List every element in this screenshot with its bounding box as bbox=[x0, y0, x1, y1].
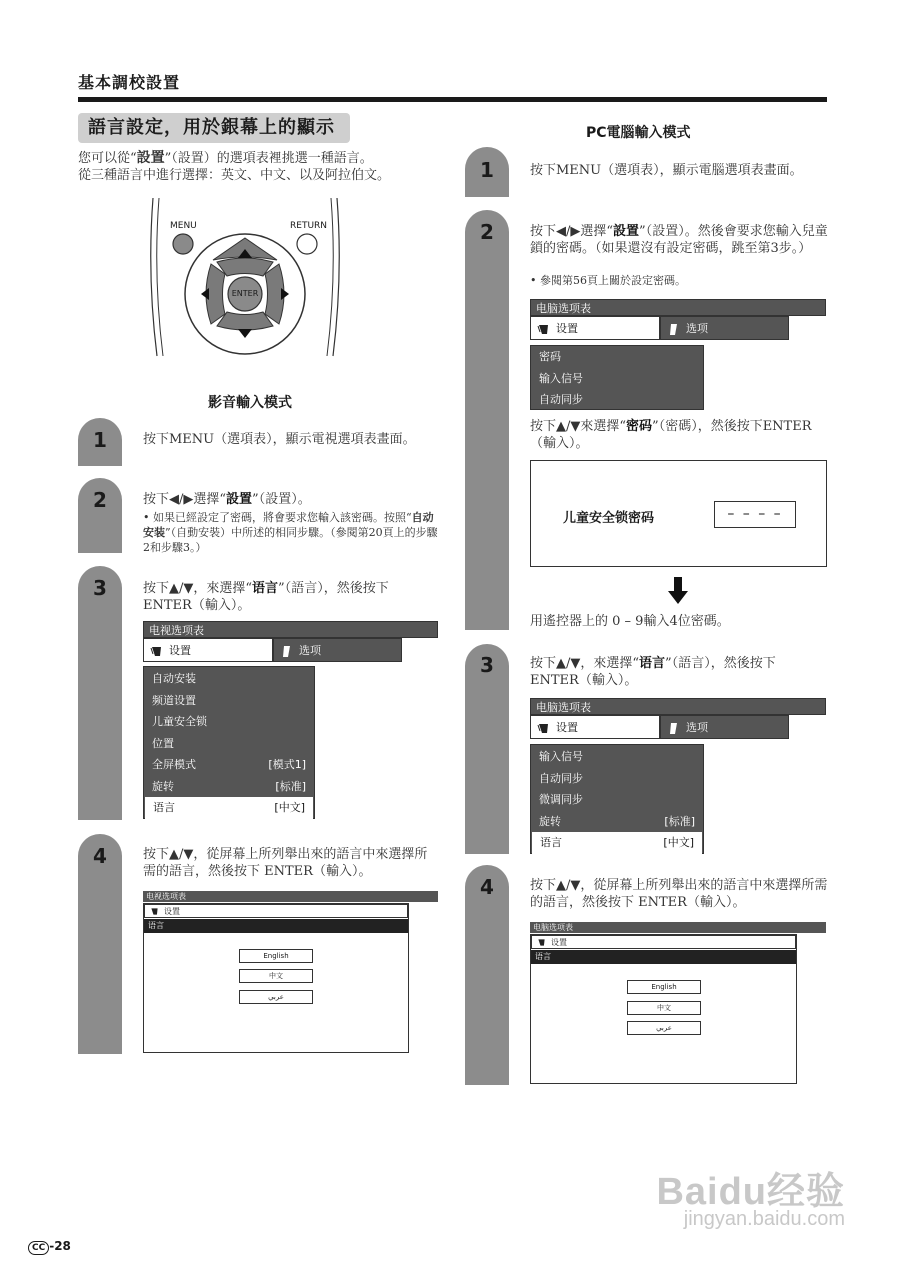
menu-item-value: [模式1] bbox=[268, 758, 306, 771]
menu-item-label: 旋转 bbox=[152, 779, 174, 793]
tab-options[interactable] bbox=[660, 715, 789, 739]
return-button-label: RETURN bbox=[290, 221, 328, 231]
tv-lang-screen bbox=[143, 903, 409, 1053]
menu-item[interactable] bbox=[531, 789, 703, 811]
menu-item[interactable] bbox=[144, 776, 314, 798]
menu-item-label: 旋转 bbox=[539, 814, 561, 828]
region-badge: CC bbox=[28, 1241, 49, 1255]
text-keyword: 自动安装 bbox=[143, 511, 434, 539]
text-part: ”（設置）。 bbox=[252, 492, 311, 507]
tab-label: 设置 bbox=[164, 907, 180, 916]
lang-option-english[interactable]: English bbox=[627, 980, 701, 994]
tv-menu-list bbox=[143, 666, 315, 819]
lang-option-chinese[interactable]: 中文 bbox=[239, 969, 313, 983]
text-part: 按下◀/▶選擇“ bbox=[530, 224, 614, 239]
tab-label: 设置 bbox=[556, 721, 578, 734]
settings-icon bbox=[537, 323, 550, 336]
step-number: 1 bbox=[480, 158, 494, 182]
options-icon bbox=[667, 323, 680, 336]
text-keyword: 設置 bbox=[226, 492, 253, 507]
menu-item-label: 自动同步 bbox=[539, 771, 583, 785]
tab-label: 选项 bbox=[686, 322, 708, 335]
menu-item-label: 输入信号 bbox=[539, 750, 583, 763]
pc-menu-list bbox=[530, 345, 704, 410]
menu-item-label: 频道设置 bbox=[152, 693, 196, 707]
tab-settings[interactable] bbox=[144, 904, 408, 918]
menu-item-value: [标准] bbox=[275, 779, 306, 793]
section-title: 語言設定，用於銀幕上的顯示 bbox=[78, 113, 350, 143]
menu-item[interactable] bbox=[144, 754, 314, 776]
menu-item-selected[interactable] bbox=[532, 832, 702, 854]
pc-menu-title: 电脑选项表 bbox=[530, 698, 826, 715]
intro-part: 您可以從“ bbox=[78, 151, 137, 166]
menu-item-label: 语言 bbox=[153, 801, 175, 814]
menu-button-label: MENU bbox=[170, 221, 197, 231]
menu-item-label: 输入信号 bbox=[539, 371, 583, 385]
pc-menu-title: 电脑选项表 bbox=[530, 299, 826, 316]
lang-bar: 语言 bbox=[531, 950, 796, 964]
menu-item-label: 位置 bbox=[152, 736, 174, 750]
menu-item[interactable] bbox=[144, 711, 314, 733]
text-part: • 如果已經設定了密碼，將會要求您輸入該密碼。按照“ bbox=[143, 511, 412, 524]
step-number: 3 bbox=[93, 576, 107, 600]
text-part: 按下▲/▼，來選擇“ bbox=[143, 581, 253, 596]
text-part: 按下◀/▶選擇“ bbox=[143, 492, 227, 507]
text-keyword: 语言 bbox=[639, 656, 666, 671]
menu-item-value: [中文] bbox=[274, 801, 305, 814]
menu-item[interactable] bbox=[144, 668, 314, 690]
text-part: ”（設置）。然後會要求您輸入兒童鎖的密碼。（如果還沒有設定密碼，跳至第3步。） bbox=[530, 224, 828, 256]
menu-item-label: 微调同步 bbox=[539, 793, 583, 806]
menu-item-label: 语言 bbox=[540, 836, 562, 849]
tab-label: 选项 bbox=[686, 721, 708, 734]
tv-menu-title: 电视选项表 bbox=[143, 621, 438, 638]
pc-lang-screen bbox=[530, 934, 797, 1084]
step-text bbox=[143, 580, 439, 614]
step-text bbox=[530, 655, 828, 689]
pc-menu-list bbox=[530, 744, 704, 854]
menu-item-label: 儿童安全锁 bbox=[152, 715, 207, 728]
step-text: 用遙控器上的 0 – 9輸入4位密碼。 bbox=[530, 614, 730, 629]
tab-label: 设置 bbox=[169, 644, 191, 657]
settings-icon bbox=[537, 722, 550, 735]
step-number: 2 bbox=[480, 220, 494, 244]
menu-item[interactable] bbox=[531, 768, 703, 790]
menu-item-value: [中文] bbox=[663, 836, 694, 849]
text-keyword: 設置 bbox=[613, 224, 640, 239]
step-text bbox=[143, 491, 439, 508]
step-text: 按下▲/▼，從屏幕上所列舉出來的語言中來選擇所需的語言，然後按下 ENTER（輸入）。 bbox=[143, 847, 428, 879]
lang-option-arabic[interactable]: عربي bbox=[239, 990, 313, 1004]
password-dialog bbox=[530, 460, 827, 567]
menu-item-value: [标准] bbox=[664, 814, 695, 828]
text-part: 按下▲/▼，來選擇“ bbox=[530, 656, 640, 671]
intro-keyword: 設置 bbox=[136, 150, 165, 166]
text-part: ”（自動安裝）中所述的相同步驟。（參閱第20頁上的步驟2和步驟3。） bbox=[143, 526, 438, 554]
lang-option-english[interactable]: English bbox=[239, 949, 313, 963]
header-rule bbox=[78, 97, 827, 102]
menu-item[interactable] bbox=[144, 733, 314, 755]
password-label: 儿童安全锁密码 bbox=[563, 511, 655, 526]
settings-icon bbox=[150, 907, 159, 916]
menu-item-label: 密码 bbox=[539, 350, 561, 363]
menu-item-label: 全屏模式 bbox=[152, 758, 196, 771]
pc-mode-heading: PC電腦輸入模式 bbox=[586, 125, 691, 141]
step-number: 2 bbox=[93, 488, 107, 512]
step-note bbox=[143, 510, 439, 555]
av-mode-heading: 影音輸入模式 bbox=[208, 395, 292, 411]
tab-settings[interactable] bbox=[531, 935, 796, 949]
tab-label: 设置 bbox=[556, 322, 578, 335]
watermark-logo: Baidu经验 bbox=[656, 1171, 845, 1213]
step-text: 按下MENU（選項表），顯示電視選項表畫面。 bbox=[143, 432, 416, 447]
text-part: ”（語言），然後按下 ENTER（輸入）。 bbox=[143, 581, 389, 613]
enter-button-label: ENTER bbox=[231, 289, 259, 298]
menu-item[interactable] bbox=[531, 368, 703, 390]
tab-settings[interactable] bbox=[530, 715, 660, 739]
menu-item-label: 自动同步 bbox=[539, 393, 583, 406]
menu-item[interactable] bbox=[531, 811, 703, 833]
page-number: -28 bbox=[49, 1239, 71, 1253]
pc-lang-title: 电脑选项表 bbox=[530, 922, 826, 933]
tv-lang-title: 电视选项表 bbox=[143, 891, 438, 902]
tab-options[interactable] bbox=[273, 638, 402, 662]
intro-part: ”（設置）的選項表裡挑選一種語言。 bbox=[164, 151, 373, 166]
options-icon bbox=[280, 645, 293, 658]
step-text: 按下▲/▼，從屏幕上所列舉出來的語言中來選擇所需的語言，然後按下 ENTER（輸入）。 bbox=[530, 878, 828, 910]
lang-bar: 语言 bbox=[144, 919, 408, 933]
intro-text bbox=[78, 150, 448, 184]
watermark-url: jingyan.baidu.com bbox=[683, 1208, 845, 1230]
step-number: 4 bbox=[93, 844, 107, 868]
text-keyword: 密码 bbox=[626, 419, 653, 434]
menu-item-selected[interactable] bbox=[145, 797, 313, 819]
intro-part: 從三種語言中進行選擇：英文、中文、以及阿拉伯文。 bbox=[78, 168, 391, 183]
tab-options[interactable] bbox=[660, 316, 789, 340]
lang-option-chinese[interactable]: 中文 bbox=[627, 1001, 701, 1015]
tab-settings[interactable] bbox=[530, 316, 660, 340]
step-number: 1 bbox=[93, 428, 107, 452]
tab-label: 设置 bbox=[551, 938, 567, 947]
down-arrow-icon bbox=[668, 577, 688, 609]
menu-item[interactable] bbox=[531, 389, 703, 411]
menu-item[interactable] bbox=[531, 746, 703, 768]
step-number: 4 bbox=[480, 875, 494, 899]
menu-item[interactable] bbox=[531, 346, 703, 368]
tab-settings[interactable] bbox=[143, 638, 273, 662]
step-text bbox=[530, 223, 828, 257]
step-text bbox=[530, 418, 828, 452]
settings-icon bbox=[537, 938, 546, 947]
lang-option-arabic[interactable]: عربي bbox=[627, 1021, 701, 1035]
text-part: ”（語言），然後按下 ENTER（輸入）。 bbox=[530, 656, 776, 688]
text-part: ”（密碼），然後按下ENTER（輸入）。 bbox=[530, 419, 812, 451]
menu-item[interactable] bbox=[144, 690, 314, 712]
step-tab bbox=[78, 566, 122, 820]
step-note: • 參閱第56頁上關於設定密碼。 bbox=[530, 274, 686, 287]
password-field[interactable]: – – – – bbox=[714, 501, 796, 528]
step-tab bbox=[465, 210, 509, 630]
chapter-title: 基本調校設置 bbox=[78, 73, 181, 92]
options-icon bbox=[667, 722, 680, 735]
step-number: 3 bbox=[480, 653, 494, 677]
step-text: 按下MENU（選項表），顯示電腦選項表畫面。 bbox=[530, 163, 803, 178]
tab-label: 选项 bbox=[299, 644, 321, 657]
menu-item-label: 自动安装 bbox=[152, 672, 196, 685]
text-part: 按下▲/▼來選擇“ bbox=[530, 419, 627, 434]
text-keyword: 语言 bbox=[252, 581, 279, 596]
page-footer bbox=[28, 1239, 71, 1255]
remote-illustration bbox=[145, 196, 345, 358]
settings-icon bbox=[150, 645, 163, 658]
